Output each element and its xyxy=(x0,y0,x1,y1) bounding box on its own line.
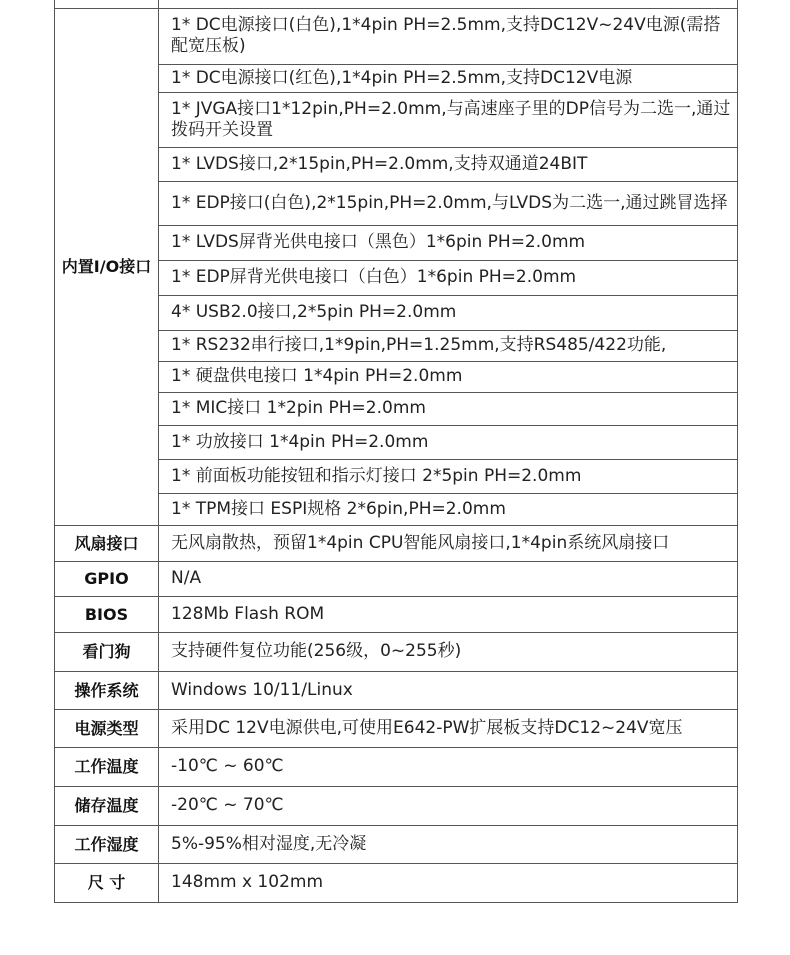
row-label: 工作湿度 xyxy=(55,825,159,863)
row-value: 1* JVGA接口1*12pin,PH=2.0mm,与高速座子里的DP信号为二选一,通过拨码开关设置 xyxy=(159,92,738,147)
row-value: 4* USB2.0接口,2*5pin PH=2.0mm xyxy=(159,295,738,330)
table-row xyxy=(55,709,738,747)
row-value: N/A xyxy=(159,561,738,596)
spec-table xyxy=(54,0,738,903)
row-label: 风扇接口 xyxy=(55,525,159,561)
row-value: 128Mb Flash ROM xyxy=(159,596,738,632)
row-label: 尺 寸 xyxy=(55,863,159,902)
table-row xyxy=(55,8,738,64)
row-value: -20℃ ~ 70℃ xyxy=(159,786,738,825)
row-value: 1* DC电源接口(红色),1*4pin PH=2.5mm,支持DC12V电源 xyxy=(159,64,738,92)
row-value: 1* 功放接口 1*4pin PH=2.0mm xyxy=(159,425,738,459)
row-value: 5%-95%相对湿度,无冷凝 xyxy=(159,825,738,863)
row-value: 无风扇散热，预留1*4pin CPU智能风扇接口,1*4pin系统风扇接口 xyxy=(159,525,738,561)
row-label: BIOS xyxy=(55,596,159,632)
row-value: 1* LVDS接口,2*15pin,PH=2.0mm,支持双通道24BIT xyxy=(159,147,738,181)
table-row xyxy=(55,561,738,596)
row-label-empty xyxy=(55,0,159,8)
spec-table-container xyxy=(54,0,738,903)
row-label: 操作系统 xyxy=(55,671,159,709)
row-label: 内置I/O接口 xyxy=(55,8,159,525)
row-value: 采用DC 12V电源供电,可使用E642-PW扩展板支持DC12~24V宽压 xyxy=(159,709,738,747)
row-label: 电源类型 xyxy=(55,709,159,747)
spec-table-body xyxy=(55,0,738,902)
row-value: 1* 前面板功能按钮和指示灯接口 2*5pin PH=2.0mm xyxy=(159,459,738,493)
row-value: 1* TPM接口 ESPI规格 2*6pin,PH=2.0mm xyxy=(159,493,738,525)
row-value: 1* EDP屏背光供电接口（白色）1*6pin PH=2.0mm xyxy=(159,260,738,295)
row-value: 1* DC电源接口(白色),1*4pin PH=2.5mm,支持DC12V~24V电源(需搭配宽压板) xyxy=(159,8,738,64)
row-label: 储存温度 xyxy=(55,786,159,825)
table-row xyxy=(55,747,738,786)
row-value: 1* RS232串行接口,1*9pin,PH=1.25mm,支持RS485/422功能, xyxy=(159,330,738,361)
table-row xyxy=(55,632,738,671)
table-row-top-cut xyxy=(55,0,738,8)
row-value: 1* 硬盘供电接口 1*4pin PH=2.0mm xyxy=(159,361,738,392)
table-row xyxy=(55,825,738,863)
table-row xyxy=(55,525,738,561)
row-label: 工作温度 xyxy=(55,747,159,786)
row-label: 看门狗 xyxy=(55,632,159,671)
row-value: 1* MIC接口 1*2pin PH=2.0mm xyxy=(159,392,738,425)
table-row xyxy=(55,671,738,709)
row-value: Windows 10/11/Linux xyxy=(159,671,738,709)
row-value: 支持硬件复位功能(256级，0~255秒) xyxy=(159,632,738,671)
row-value: 1* LVDS屏背光供电接口（黑色）1*6pin PH=2.0mm xyxy=(159,225,738,260)
row-value: 148mm x 102mm xyxy=(159,863,738,902)
row-value: -10℃ ~ 60℃ xyxy=(159,747,738,786)
row-value: 1* EDP接口(白色),2*15pin,PH=2.0mm,与LVDS为二选一,通过跳冒选择 xyxy=(159,181,738,225)
table-row xyxy=(55,596,738,632)
table-row xyxy=(55,786,738,825)
row-value-empty xyxy=(159,0,738,8)
row-label: GPIO xyxy=(55,561,159,596)
table-row xyxy=(55,863,738,902)
